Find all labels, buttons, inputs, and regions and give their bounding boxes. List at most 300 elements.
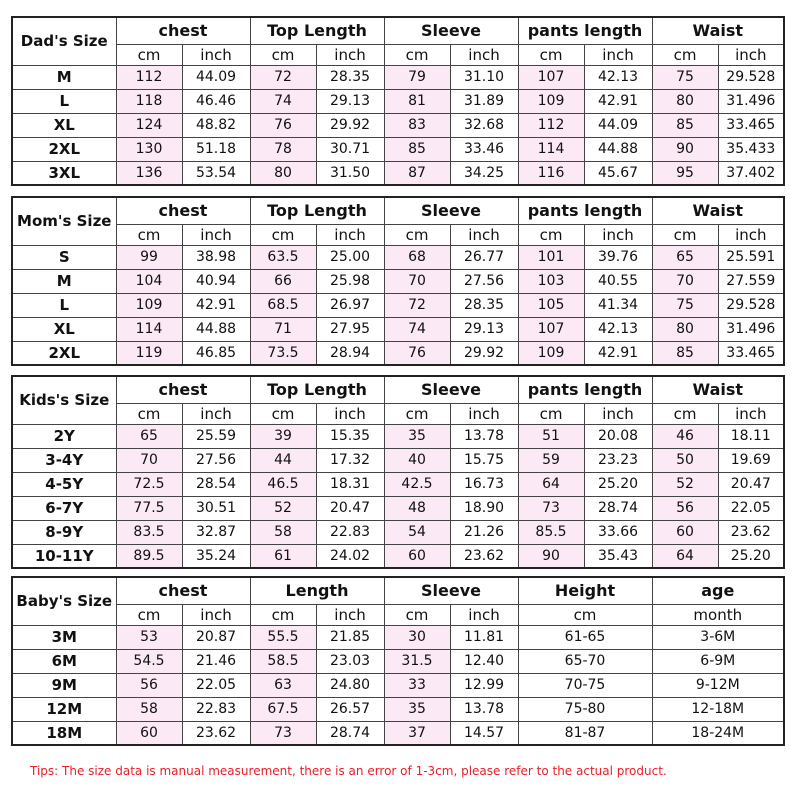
unit-label: inch: [182, 604, 250, 625]
value-cell: 6-9M: [652, 649, 784, 673]
value-cell: 67.5: [250, 697, 316, 721]
value-cell: 70-75: [518, 673, 652, 697]
value-cell: 99: [116, 245, 182, 269]
value-cell: 118: [116, 89, 182, 113]
value-cell: 26.77: [450, 245, 518, 269]
size-label: 2Y: [12, 424, 116, 448]
value-cell: 12-18M: [652, 697, 784, 721]
value-cell: 18.11: [718, 424, 784, 448]
value-cell: 64: [518, 472, 584, 496]
value-cell: 44.88: [584, 137, 652, 161]
value-cell: 44.09: [584, 113, 652, 137]
baby-size-table: [11, 576, 785, 746]
value-cell: 26.97: [316, 293, 384, 317]
value-cell: 13.78: [450, 424, 518, 448]
size-label: 3XL: [12, 161, 116, 185]
value-cell: 70: [116, 448, 182, 472]
unit-label: month: [652, 604, 784, 625]
size-label: 6-7Y: [12, 496, 116, 520]
value-cell: 31.496: [718, 317, 784, 341]
unit-label: inch: [316, 44, 384, 65]
table-row: [12, 317, 784, 341]
value-cell: 25.20: [718, 544, 784, 568]
value-cell: 89.5: [116, 544, 182, 568]
table-row: [12, 544, 784, 568]
value-cell: 70: [384, 269, 450, 293]
value-cell: 53: [116, 625, 182, 649]
value-cell: 90: [652, 137, 718, 161]
table-row: [12, 472, 784, 496]
value-cell: 77.5: [116, 496, 182, 520]
value-cell: 33: [384, 673, 450, 697]
value-cell: 72.5: [116, 472, 182, 496]
value-cell: 114: [518, 137, 584, 161]
unit-label: inch: [316, 604, 384, 625]
size-label: XL: [12, 317, 116, 341]
value-cell: 103: [518, 269, 584, 293]
value-cell: 32.87: [182, 520, 250, 544]
value-cell: 46.46: [182, 89, 250, 113]
value-cell: 40: [384, 448, 450, 472]
value-cell: 28.94: [316, 341, 384, 365]
mom-size-table: [11, 196, 785, 366]
value-cell: 23.62: [450, 544, 518, 568]
size-table-title: Baby's Size: [12, 577, 116, 625]
value-cell: 73.5: [250, 341, 316, 365]
table-row: [12, 113, 784, 137]
value-cell: 27.95: [316, 317, 384, 341]
value-cell: 29.92: [450, 341, 518, 365]
value-cell: 58: [250, 520, 316, 544]
value-cell: 58: [116, 697, 182, 721]
unit-label: cm: [384, 44, 450, 65]
value-cell: 12.99: [450, 673, 518, 697]
value-cell: 18.31: [316, 472, 384, 496]
value-cell: 61: [250, 544, 316, 568]
value-cell: 107: [518, 317, 584, 341]
value-cell: 29.13: [450, 317, 518, 341]
size-label: 10-11Y: [12, 544, 116, 568]
value-cell: 38.98: [182, 245, 250, 269]
table-row: [12, 649, 784, 673]
unit-label: cm: [518, 44, 584, 65]
value-cell: 20.47: [718, 472, 784, 496]
unit-label: inch: [718, 403, 784, 424]
column-header: Waist: [652, 376, 784, 403]
value-cell: 15.75: [450, 448, 518, 472]
value-cell: 34.25: [450, 161, 518, 185]
value-cell: 136: [116, 161, 182, 185]
value-cell: 29.528: [718, 65, 784, 89]
value-cell: 31.10: [450, 65, 518, 89]
unit-label: cm: [384, 224, 450, 245]
column-header: Waist: [652, 197, 784, 224]
unit-label: inch: [182, 403, 250, 424]
column-header: Top Length: [250, 376, 384, 403]
value-cell: 56: [116, 673, 182, 697]
value-cell: 83.5: [116, 520, 182, 544]
value-cell: 29.13: [316, 89, 384, 113]
unit-label: cm: [384, 403, 450, 424]
unit-label: cm: [116, 44, 182, 65]
value-cell: 31.89: [450, 89, 518, 113]
value-cell: 30.51: [182, 496, 250, 520]
value-cell: 66: [250, 269, 316, 293]
kids-size-table: [11, 375, 785, 569]
value-cell: 54: [384, 520, 450, 544]
value-cell: 130: [116, 137, 182, 161]
value-cell: 53.54: [182, 161, 250, 185]
value-cell: 23.62: [718, 520, 784, 544]
unit-label: cm: [652, 44, 718, 65]
value-cell: 75-80: [518, 697, 652, 721]
value-cell: 42.91: [182, 293, 250, 317]
unit-label: inch: [450, 403, 518, 424]
value-cell: 23.03: [316, 649, 384, 673]
value-cell: 37: [384, 721, 450, 745]
value-cell: 25.591: [718, 245, 784, 269]
unit-label: inch: [450, 604, 518, 625]
column-header: Top Length: [250, 17, 384, 44]
value-cell: 76: [250, 113, 316, 137]
column-header: Sleeve: [384, 376, 518, 403]
value-cell: 26.57: [316, 697, 384, 721]
value-cell: 72: [250, 65, 316, 89]
column-header: chest: [116, 577, 250, 604]
value-cell: 63.5: [250, 245, 316, 269]
value-cell: 52: [250, 496, 316, 520]
value-cell: 31.496: [718, 89, 784, 113]
value-cell: 31.5: [384, 649, 450, 673]
size-label: M: [12, 65, 116, 89]
value-cell: 25.20: [584, 472, 652, 496]
value-cell: 50: [652, 448, 718, 472]
value-cell: 28.35: [316, 65, 384, 89]
value-cell: 19.69: [718, 448, 784, 472]
size-label: 2XL: [12, 341, 116, 365]
table-row: [12, 341, 784, 365]
value-cell: 32.68: [450, 113, 518, 137]
value-cell: 52: [652, 472, 718, 496]
value-cell: 58.5: [250, 649, 316, 673]
table-row: [12, 293, 784, 317]
table-row: [12, 697, 784, 721]
value-cell: 23.62: [182, 721, 250, 745]
size-label: XL: [12, 113, 116, 137]
size-label: 6M: [12, 649, 116, 673]
value-cell: 20.08: [584, 424, 652, 448]
size-label: 9M: [12, 673, 116, 697]
value-cell: 16.73: [450, 472, 518, 496]
size-label: 8-9Y: [12, 520, 116, 544]
size-label: 3M: [12, 625, 116, 649]
value-cell: 11.81: [450, 625, 518, 649]
column-header: Height: [518, 577, 652, 604]
value-cell: 109: [518, 341, 584, 365]
value-cell: 61-65: [518, 625, 652, 649]
value-cell: 80: [652, 89, 718, 113]
value-cell: 65: [116, 424, 182, 448]
value-cell: 46.85: [182, 341, 250, 365]
value-cell: 25.59: [182, 424, 250, 448]
value-cell: 85: [652, 341, 718, 365]
column-header: Top Length: [250, 197, 384, 224]
value-cell: 68.5: [250, 293, 316, 317]
value-cell: 14.57: [450, 721, 518, 745]
unit-label: cm: [250, 44, 316, 65]
column-header: age: [652, 577, 784, 604]
value-cell: 24.80: [316, 673, 384, 697]
value-cell: 9-12M: [652, 673, 784, 697]
value-cell: 28.74: [316, 721, 384, 745]
value-cell: 75: [652, 293, 718, 317]
value-cell: 44: [250, 448, 316, 472]
value-cell: 109: [518, 89, 584, 113]
unit-label: inch: [450, 44, 518, 65]
value-cell: 101: [518, 245, 584, 269]
column-header: chest: [116, 17, 250, 44]
value-cell: 54.5: [116, 649, 182, 673]
unit-label: cm: [250, 224, 316, 245]
value-cell: 3-6M: [652, 625, 784, 649]
value-cell: 39: [250, 424, 316, 448]
value-cell: 28.54: [182, 472, 250, 496]
unit-label: cm: [250, 403, 316, 424]
value-cell: 81-87: [518, 721, 652, 745]
table-row: [12, 448, 784, 472]
value-cell: 107: [518, 65, 584, 89]
unit-label: cm: [116, 403, 182, 424]
value-cell: 80: [250, 161, 316, 185]
value-cell: 85: [652, 113, 718, 137]
value-cell: 59: [518, 448, 584, 472]
value-cell: 27.56: [450, 269, 518, 293]
value-cell: 17.32: [316, 448, 384, 472]
value-cell: 48.82: [182, 113, 250, 137]
value-cell: 72: [384, 293, 450, 317]
value-cell: 48: [384, 496, 450, 520]
value-cell: 29.528: [718, 293, 784, 317]
column-header: pants length: [518, 376, 652, 403]
unit-label: cm: [518, 403, 584, 424]
value-cell: 22.05: [182, 673, 250, 697]
value-cell: 64: [652, 544, 718, 568]
value-cell: 46.5: [250, 472, 316, 496]
value-cell: 85.5: [518, 520, 584, 544]
value-cell: 15.35: [316, 424, 384, 448]
value-cell: 114: [116, 317, 182, 341]
value-cell: 35.24: [182, 544, 250, 568]
table-row: [12, 520, 784, 544]
value-cell: 75: [652, 65, 718, 89]
value-cell: 39.76: [584, 245, 652, 269]
value-cell: 46: [652, 424, 718, 448]
unit-label: cm: [518, 224, 584, 245]
value-cell: 124: [116, 113, 182, 137]
value-cell: 22.83: [182, 697, 250, 721]
value-cell: 112: [518, 113, 584, 137]
table-row: [12, 137, 784, 161]
size-table-title: Mom's Size: [12, 197, 116, 245]
unit-label: cm: [384, 604, 450, 625]
value-cell: 35: [384, 424, 450, 448]
value-cell: 27.559: [718, 269, 784, 293]
value-cell: 60: [116, 721, 182, 745]
value-cell: 42.13: [584, 317, 652, 341]
value-cell: 109: [116, 293, 182, 317]
unit-label: inch: [584, 403, 652, 424]
size-label: 3-4Y: [12, 448, 116, 472]
table-row: [12, 245, 784, 269]
column-header: chest: [116, 197, 250, 224]
value-cell: 30.71: [316, 137, 384, 161]
column-header: chest: [116, 376, 250, 403]
size-table-title: Dad's Size: [12, 17, 116, 65]
value-cell: 79: [384, 65, 450, 89]
value-cell: 12.40: [450, 649, 518, 673]
table-row: [12, 89, 784, 113]
unit-label: inch: [182, 44, 250, 65]
value-cell: 42.91: [584, 89, 652, 113]
value-cell: 65: [652, 245, 718, 269]
column-header: pants length: [518, 17, 652, 44]
size-label: 12M: [12, 697, 116, 721]
size-label: L: [12, 293, 116, 317]
value-cell: 21.26: [450, 520, 518, 544]
table-row: [12, 424, 784, 448]
value-cell: 20.47: [316, 496, 384, 520]
value-cell: 33.465: [718, 113, 784, 137]
value-cell: 21.85: [316, 625, 384, 649]
size-label: M: [12, 269, 116, 293]
value-cell: 41.34: [584, 293, 652, 317]
value-cell: 33.465: [718, 341, 784, 365]
value-cell: 104: [116, 269, 182, 293]
value-cell: 18-24M: [652, 721, 784, 745]
value-cell: 35.433: [718, 137, 784, 161]
value-cell: 63: [250, 673, 316, 697]
value-cell: 25.00: [316, 245, 384, 269]
value-cell: 112: [116, 65, 182, 89]
value-cell: 28.74: [584, 496, 652, 520]
value-cell: 35.43: [584, 544, 652, 568]
value-cell: 83: [384, 113, 450, 137]
value-cell: 60: [652, 520, 718, 544]
size-label: 18M: [12, 721, 116, 745]
value-cell: 22.83: [316, 520, 384, 544]
value-cell: 51: [518, 424, 584, 448]
value-cell: 45.67: [584, 161, 652, 185]
size-label: 2XL: [12, 137, 116, 161]
size-table-title: Kids's Size: [12, 376, 116, 424]
size-label: L: [12, 89, 116, 113]
column-header: Sleeve: [384, 197, 518, 224]
value-cell: 29.92: [316, 113, 384, 137]
size-label: S: [12, 245, 116, 269]
unit-label: inch: [584, 224, 652, 245]
value-cell: 35: [384, 697, 450, 721]
value-cell: 20.87: [182, 625, 250, 649]
column-header: Sleeve: [384, 17, 518, 44]
value-cell: 22.05: [718, 496, 784, 520]
value-cell: 116: [518, 161, 584, 185]
unit-label: inch: [718, 44, 784, 65]
value-cell: 30: [384, 625, 450, 649]
unit-label: inch: [182, 224, 250, 245]
unit-label: inch: [316, 224, 384, 245]
value-cell: 44.88: [182, 317, 250, 341]
table-row: [12, 673, 784, 697]
unit-label: inch: [584, 44, 652, 65]
size-label: 4-5Y: [12, 472, 116, 496]
table-row: [12, 496, 784, 520]
value-cell: 42.91: [584, 341, 652, 365]
table-row: [12, 269, 784, 293]
unit-label: cm: [652, 403, 718, 424]
value-cell: 74: [384, 317, 450, 341]
value-cell: 119: [116, 341, 182, 365]
value-cell: 74: [250, 89, 316, 113]
value-cell: 87: [384, 161, 450, 185]
column-header: Length: [250, 577, 384, 604]
value-cell: 65-70: [518, 649, 652, 673]
value-cell: 105: [518, 293, 584, 317]
value-cell: 42.13: [584, 65, 652, 89]
value-cell: 18.90: [450, 496, 518, 520]
value-cell: 42.5: [384, 472, 450, 496]
unit-label: cm: [116, 604, 182, 625]
unit-label: cm: [250, 604, 316, 625]
column-header: Sleeve: [384, 577, 518, 604]
value-cell: 76: [384, 341, 450, 365]
value-cell: 31.50: [316, 161, 384, 185]
column-header: pants length: [518, 197, 652, 224]
value-cell: 60: [384, 544, 450, 568]
value-cell: 33.66: [584, 520, 652, 544]
unit-label: inch: [450, 224, 518, 245]
value-cell: 33.46: [450, 137, 518, 161]
table-row: [12, 625, 784, 649]
value-cell: 23.23: [584, 448, 652, 472]
value-cell: 68: [384, 245, 450, 269]
unit-label: cm: [518, 604, 652, 625]
unit-label: inch: [718, 224, 784, 245]
value-cell: 44.09: [182, 65, 250, 89]
tips-note: Tips: The size data is manual measurement, there is an error of 1-3cm, please refer to the actual product.: [30, 764, 667, 778]
value-cell: 73: [250, 721, 316, 745]
table-row: [12, 65, 784, 89]
value-cell: 21.46: [182, 649, 250, 673]
value-cell: 80: [652, 317, 718, 341]
value-cell: 85: [384, 137, 450, 161]
unit-label: inch: [316, 403, 384, 424]
value-cell: 37.402: [718, 161, 784, 185]
value-cell: 51.18: [182, 137, 250, 161]
column-header: Waist: [652, 17, 784, 44]
value-cell: 81: [384, 89, 450, 113]
value-cell: 71: [250, 317, 316, 341]
value-cell: 13.78: [450, 697, 518, 721]
unit-label: cm: [116, 224, 182, 245]
table-row: [12, 161, 784, 185]
table-row: [12, 721, 784, 745]
unit-label: cm: [652, 224, 718, 245]
value-cell: 70: [652, 269, 718, 293]
value-cell: 24.02: [316, 544, 384, 568]
value-cell: 40.55: [584, 269, 652, 293]
value-cell: 28.35: [450, 293, 518, 317]
value-cell: 95: [652, 161, 718, 185]
